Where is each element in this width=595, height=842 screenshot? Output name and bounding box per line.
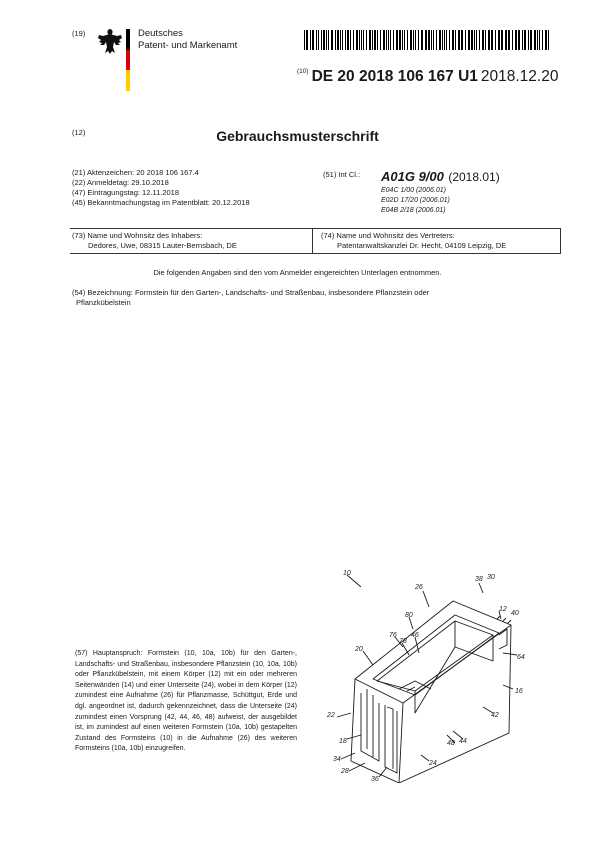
barcode-bar [498,30,500,50]
barcode-bar [528,30,529,50]
barcode-bar [548,30,549,50]
office-name [138,28,237,52]
barcode-bar [508,30,510,50]
german-flag-stripe [126,29,130,91]
barcode-bar [444,30,445,50]
barcode-bar [353,30,354,50]
reference-numeral: 20 [355,646,363,653]
claim-text: Formstein (10, 10a, 10b) für den Garten-, Landschafts- und Straßenbau, insbesondere Pflanzstein (10, 10a, 10b) oder Pflanzkübelstein, mit einem Körper (12) mit ein oder mehreren Seitenwänden (14) und einer Unterseite (24), wobei in dem Körper (12) zumindest eine Aufnahme (26) für Pflanzmasse, Schüttgut, Erde und dgl. angeordnet ist, dadurch gekennzeichnet, dass die Unterseite (24) zumindest einen Vorsprung (42, 44, 46, 48) aufweist, der ausgebildet ist, im zumindest auf einen weiteren Formstein (10a, 10b) gestapelten Zustand des Formsteins (10) in die Aufnahme (26) des weiteren Formsteins (10a, 10b) einzugreifen. [75,650,297,753]
barcode-bar [369,30,371,50]
barcode-bar [350,30,351,50]
barcode-bar [337,30,339,50]
barcode-bar [452,30,454,50]
intcl-label: (51) Int Cl.: [323,170,361,179]
barcode-bar [436,30,437,50]
reference-numeral: 18 [339,738,347,745]
barcode-bar [485,30,486,50]
barcode-bar [524,30,526,50]
reference-numeral: 38 [475,576,483,583]
intcl-other: E02D 17/20 (2006.01) [381,197,450,204]
reference-numeral: 80 [405,612,413,619]
barcode-bar [418,30,419,50]
barcode-bar [522,30,523,50]
filing-date: (22) Anmeldetag: 29.10.2018 [72,178,169,187]
reference-numeral: 78 [399,638,407,645]
barcode-bar [393,30,394,50]
publication-date: 2018.12.20 [480,68,559,85]
reference-numeral: 42 [491,712,499,719]
barcode-bar [399,30,401,50]
barcode-bar [545,30,547,50]
federal-eagle-icon [97,27,123,55]
barcode-bar [465,30,466,50]
owner-label: (73) Name und Wohnsitz des Inhabers: [72,231,203,240]
reference-numeral: 76 [389,632,397,639]
barcode-bar [312,30,314,50]
barcode-bar [534,30,536,50]
barcode-bar [439,30,441,50]
barcode-bar [396,30,398,50]
barcode-bar [323,30,325,50]
reference-numeral: 36 [371,776,379,783]
application-number: (21) Aktenzeichen: 20 2018 106 167.4 [72,168,199,177]
barcode [304,30,551,50]
barcode-bar [446,30,447,50]
reference-numeral: 34 [333,756,341,763]
barcode-bar [316,30,317,50]
reference-numeral: 16 [515,688,523,695]
bibliographic-data [72,168,312,208]
barcode-bar [386,30,387,50]
barcode-bar [345,30,346,50]
barcode-bar [428,30,430,50]
barcode-bar [340,30,341,50]
barcode-bar [304,30,305,50]
barcode-bar [328,30,329,50]
barcode-bar [468,30,470,50]
barcode-bar [476,30,477,50]
barcode-bar [442,30,443,50]
reference-numeral: 22 [327,712,335,719]
reference-numeral: 46 [411,632,419,639]
reference-numeral: 48 [447,740,455,747]
barcode-bar [310,30,311,50]
reference-numeral: 26 [415,584,423,591]
barcode-bar [505,30,507,50]
barcode-bar [512,30,513,50]
reference-numeral: 24 [429,760,437,767]
barcode-bar [380,30,381,50]
inid-10: (10) [297,68,309,75]
designation-text-2: Pflanzkübelstein [76,298,131,307]
planter-block-drawing [337,575,517,783]
barcode-bar [361,30,362,50]
barcode-bar [458,30,460,50]
barcode-bar [433,30,434,50]
barcode-bar [415,30,416,50]
barcode-bar [537,30,538,50]
barcode-bar [501,30,503,50]
barcode-bar [407,30,408,50]
designation [72,288,557,308]
publication-date-gazette: (45) Bekanntmachungstag im Patentblatt: 20.12.2018 [72,198,250,207]
barcode-bar [356,30,358,50]
reference-numeral: 10 [343,570,351,577]
intcl-main-class: A01G 9/00 [381,169,444,184]
barcode-bar [474,30,475,50]
barcode-bar [425,30,427,50]
designation-text: Formstein für den Garten-, Landschafts- und Straßenbau, insbesondere Pflanzstein oder [134,288,430,297]
barcode-bar [342,30,343,50]
barcode-bar [372,30,373,50]
barcode-bar [479,30,480,50]
reference-numeral: 30 [487,574,495,581]
barcode-bar [518,30,520,50]
owner-box [70,228,313,254]
intcl-other: E04B 2/18 (2006.01) [381,207,446,214]
barcode-bar [404,30,405,50]
barcode-bar [542,30,543,50]
barcode-bar [488,30,490,50]
applicant-notice: Die folgenden Angaben sind den vom Anmelder eingereichten Unterlagen entnommen. [153,268,442,277]
claim-label: (57) Hauptanspruch: [75,650,143,657]
barcode-bar [431,30,432,50]
barcode-bar [421,30,423,50]
document-type-title: Gebrauchsmusterschrift [216,128,379,144]
inid-12: (12) [72,128,86,137]
barcode-bar [482,30,484,50]
barcode-bar [495,30,496,50]
office-name-line2: Patent- und Markenamt [138,40,238,51]
intcl-other: E04C 1/00 (2006.01) [381,187,446,194]
barcode-bar [410,30,412,50]
barcode-bar [321,30,322,50]
barcode-bar [318,30,319,50]
publication-number [297,68,558,86]
representative-label: (74) Name und Wohnsitz des Vertreters: [321,231,455,240]
owner-value: Dedores, Uwe, 08315 Lauter-Bernsbach, DE [88,241,237,250]
reference-numeral: 28 [341,768,349,775]
reference-numeral: 44 [459,738,467,745]
intcl-other-list [381,186,450,216]
main-claim [75,649,297,755]
intcl-main [381,168,500,186]
barcode-bar [366,30,367,50]
barcode-bar [377,30,378,50]
representative-box [313,228,561,254]
publication-number-value: DE 20 2018 106 167 U1 [311,68,478,85]
inid-19: (19) [72,29,86,38]
barcode-bar [515,30,517,50]
barcode-bar [413,30,414,50]
barcode-bar [388,30,389,50]
barcode-bar [390,30,391,50]
reference-numeral: 64 [517,654,525,661]
barcode-bar [326,30,327,50]
designation-label: (54) Bezeichnung: [72,288,133,297]
patent-drawing [303,563,555,783]
barcode-bar [347,30,349,50]
barcode-bar [455,30,456,50]
barcode-bar [331,30,333,50]
barcode-bar [363,30,364,50]
barcode-bar [306,30,308,50]
barcode-bar [402,30,403,50]
intcl-main-year: (2018.01) [448,170,500,184]
representative-value: Patentanwaltskanzlei Dr. Hecht, 04109 Leipzig, DE [337,241,507,250]
barcode-bar [359,30,360,50]
barcode-bar [530,30,532,50]
barcode-bar [471,30,473,50]
office-name-line1: Deutsches [138,28,183,39]
barcode-bar [374,30,376,50]
barcode-bar [461,30,463,50]
barcode-bar [539,30,540,50]
barcode-bar [491,30,493,50]
reference-numeral: 12 [499,606,507,613]
reference-numeral: 40 [511,610,519,617]
registration-date: (47) Eintragungstag: 12.11.2018 [72,188,180,197]
barcode-bar [335,30,336,50]
barcode-bar [449,30,450,50]
barcode-bar [383,30,385,50]
